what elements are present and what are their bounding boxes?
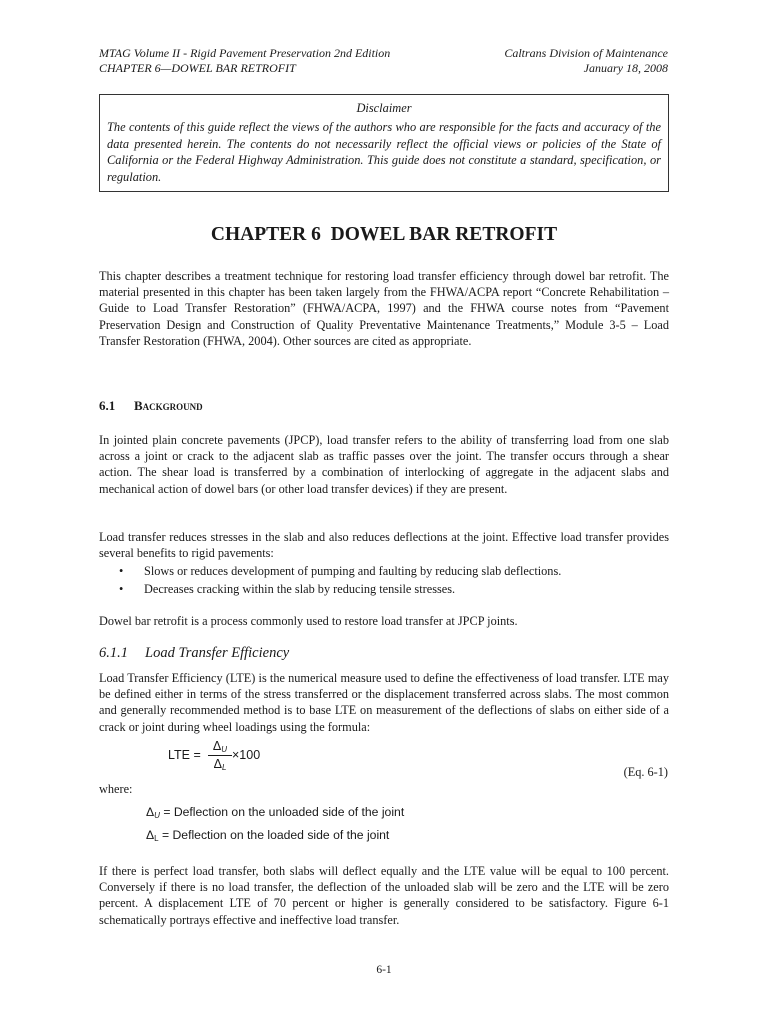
subsection-number: 6.1.1 xyxy=(99,645,128,661)
subsection-heading-lte xyxy=(99,645,289,662)
header-chapter: CHAPTER 6—DOWEL BAR RETROFIT xyxy=(99,61,296,75)
section-number: 6.1 xyxy=(99,398,116,413)
intro-paragraph: This chapter describes a treatment technique for restoring load transfer efficiency through dowel bar retrofit. The material presented in this chapter has been taken largely from the FHWA/ACPA report “Concrete Rehabilitation – Guide to Load Transfer Restoration” (FHWA/ACPA, 1997) and the FHWA course notes from “Pavement Preservation Design and Construction of Quality Preventative Maintenance Treatments,” Module 3-5 – Load Transfer Restoration (FHWA, 2004). Other sources are cited as appropriate. xyxy=(99,269,669,348)
header-organization: Caltrans Division of Maintenance xyxy=(504,46,668,60)
where-label: where: xyxy=(99,782,133,796)
background-paragraph-3: Dowel bar retrofit is a process commonly used to restore load transfer at JPCP joints. xyxy=(99,614,518,628)
fraction-bar xyxy=(208,755,232,756)
equation-number: (Eq. 6-1) xyxy=(623,765,668,779)
definition-subscript: U xyxy=(154,811,160,820)
definition-symbol: Δ xyxy=(146,805,155,819)
equation-denominator: $\Delta_L$ xyxy=(213,757,227,772)
equation-fraction xyxy=(208,739,232,772)
benefits-list xyxy=(99,563,669,598)
header-document-title: MTAG Volume II - Rigid Pavement Preservation 2nd Edition xyxy=(99,46,391,60)
definition-text: = Deflection on the unloaded side of the joint xyxy=(163,805,405,819)
equation-numerator: $\Delta_U$ xyxy=(212,739,228,754)
definition-text: = Deflection on the loaded side of the joint xyxy=(162,828,390,842)
background-paragraph-2: Load transfer reduces stresses in the slab and also reduces deflections at the joint. Effective load transfer provides several benefits to rigid pavements: xyxy=(99,530,669,561)
header-date: January 18, 2008 xyxy=(583,61,668,75)
chapter-title: CHAPTER 6 DOWEL BAR RETROFIT xyxy=(210,224,558,245)
list-item-text: Slows or reduces development of pumping and faulting by reducing slab deflections. xyxy=(144,564,562,578)
definition-symbol: Δ xyxy=(146,828,155,842)
lte-paragraph-2: If there is perfect load transfer, both slabs will deflect equally and the LTE value will be equal to 100 percent. Conversely if there is no load transfer, the deflection of the unloaded slab will be zero and the LTE will be zero percent. A displacement LTE of 70 percent or higher is generally considered to be satisfactory. Figure 6-1 schematically portrays effective and ineffective load transfer. xyxy=(99,864,669,927)
page-number: 6-1 xyxy=(376,964,392,976)
bullet-icon: • xyxy=(119,581,124,596)
section-title: Background xyxy=(134,398,203,413)
equation-lhs: LTE = xyxy=(168,748,201,762)
list-item-text: Decreases cracking within the slab by reducing tensile stresses. xyxy=(144,581,456,596)
section-heading-background xyxy=(99,398,203,414)
disclaimer-body: The contents of this guide reflect the views of the authors who are responsible for the facts and accuracy of the data presented herein. The contents do not necessarily reflect the official views or policies of the State of California or the Federal Highway Administration. This guide does not constitute a standard, specification, or regulation. xyxy=(107,120,661,184)
list-item xyxy=(99,581,669,599)
lte-equation xyxy=(168,739,288,779)
background-paragraph-1: In jointed plain concrete pavements (JPCP), load transfer refers to the ability of transferring load from one slab across a joint or crack to the adjacent slab as traffic passes over the joint. The transfer occurs through a shear action. The shear load is transferred by a combination of interlocking of aggregate in the adjacent slabs and mechanical action of dowel bars (or other load transfer devices) if they are present. xyxy=(99,433,669,496)
running-header-right xyxy=(504,46,668,76)
disclaimer-title: Disclaimer xyxy=(356,101,412,115)
bullet-icon: • xyxy=(119,564,124,578)
running-header-left xyxy=(99,46,390,76)
equation-rhs: ×100 xyxy=(232,748,261,762)
lte-paragraph-1: Load Transfer Efficiency (LTE) is the numerical measure used to define the effectiveness of load transfer. LTE may be defined either in terms of the stress transferred or the displacement transferred across slabs. The most common and generally recommended method is to base LTE on measurement of the deflections of slabs on either side of a crack or joint during wheel loadings using the formula: xyxy=(99,671,669,734)
definition-loaded xyxy=(146,828,389,843)
list-item xyxy=(99,563,669,581)
subsection-title: Load Transfer Efficiency xyxy=(145,645,290,661)
definition-subscript: L xyxy=(154,834,159,843)
disclaimer-box xyxy=(99,94,669,192)
definition-unloaded xyxy=(146,805,404,820)
